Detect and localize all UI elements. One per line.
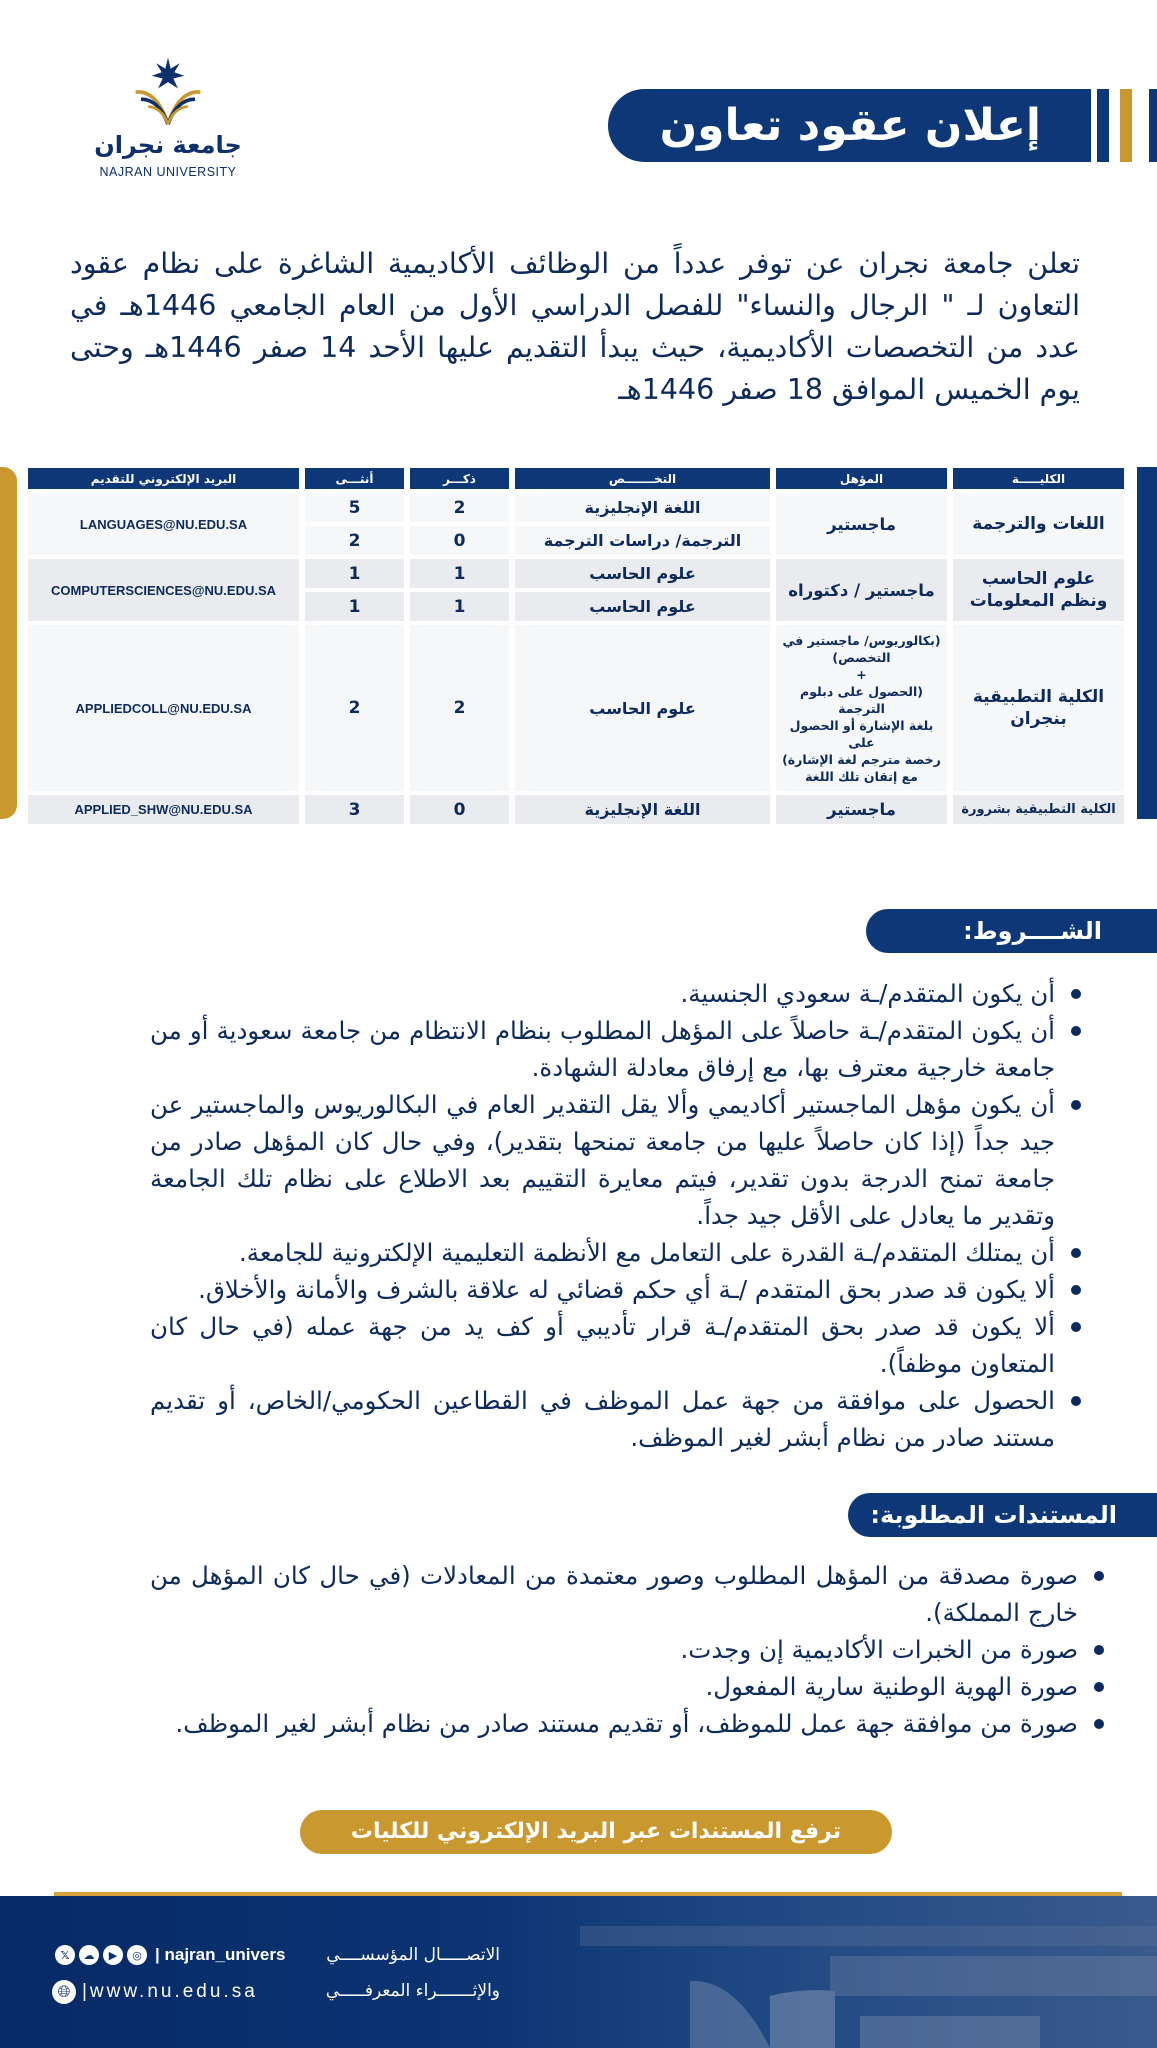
cell-specialization: علوم الحاسب (515, 625, 770, 791)
qualification-line: مع إتقان تلك اللغة (805, 768, 918, 784)
document-item: صورة الهوية الوطنية سارية المفعول. (150, 1668, 1108, 1705)
cell-qualification: ماجستير / دكتوراه (776, 559, 947, 621)
table-row (28, 559, 1124, 588)
header-specialization: التخـــــــص (515, 468, 770, 489)
cell-qualification: ماجستير (776, 493, 947, 555)
title-stripe-navy-edge (1149, 89, 1157, 162)
cell-email-link[interactable]: LANGUAGES@NU.EDU.SA (28, 493, 299, 555)
header-male: ذكـــر (410, 468, 509, 489)
qualification-line: (الحصول على دبلوم الترجمة (800, 683, 923, 716)
header-qualification: المؤهل (776, 468, 947, 489)
document-item: صورة من موافقة جهة عمل للموظف، أو تقديم مستند صادر من نظام أبشر لغير الموظف. (150, 1705, 1108, 1742)
documents-list (150, 1557, 1108, 1742)
cell-email-link[interactable]: COMPUTERSCIENCES@NU.EDU.SA (28, 559, 299, 621)
social-handle[interactable]: | najran_univers (155, 1945, 286, 1964)
title-stripe-navy (1097, 89, 1109, 162)
cell-male: 1 (410, 592, 509, 621)
cell-male: 0 (410, 795, 509, 824)
document-item: صورة من الخبرات الأكاديمية إن وجدت. (150, 1631, 1108, 1668)
slogan-line-1: الاتصـــــال المؤسســــي (326, 1945, 500, 1965)
header-email: البريد الإلكتروني للتقديم (28, 468, 299, 489)
qualification-line: رخصة مترجم لغة الإشارة) (782, 751, 941, 767)
conditions-list (150, 975, 1085, 1456)
condition-item: أن يكون مؤهل الماجستير أكاديمي وألا يقل التقدير العام في البكالوريوس والماجستير عن جيد جداً (إذا كان حاصلاً عليها من جامعة تمنحها بتقدير)، وفي حال كان المؤهل صادر من جامعة تمنح الدرجة بدون تقدير، فيتم معايرة التقييم بعد الاطلاع على نظام تلك الجامعة وتقدير ما يعادل على الأقل جيد جداً. (150, 1086, 1085, 1234)
cell-college: علوم الحاسب ونظم المعلومات (953, 559, 1124, 621)
table-header-row (28, 468, 1124, 489)
slogan-line-2: والإثـــــــراء المعرفـــــي (325, 1981, 500, 2001)
instagram-icon[interactable]: ◎ (127, 1945, 147, 1965)
condition-item: ألا يكون قد صدر بحق المتقدم /ـة أي حكم قضائي له علاقة بالشرف والأمانة والأخلاق. (150, 1271, 1085, 1308)
document-item: صورة مصدقة من المؤهل المطلوب وصور معتمدة من المعادلات (في حال كان المؤهل من خارج المملكة). (150, 1557, 1108, 1631)
header-college: الكليـــــة (953, 468, 1124, 489)
title-stripe-gold (1120, 89, 1132, 162)
logo-emblem-icon (126, 56, 210, 128)
documents-heading: المستندات المطلوبة: (848, 1493, 1157, 1537)
cell-female: 1 (305, 559, 404, 588)
youtube-icon[interactable]: ▶ (103, 1945, 123, 1965)
condition-item: الحصول على موافقة من جهة عمل الموظف في القطاعين الحكومي/الخاص، أو تقديم مستند صادر من نظام أبشر لغير الموظف. (150, 1382, 1085, 1456)
cell-specialization: اللغة الإنجليزية (515, 493, 770, 522)
cell-email-link[interactable]: APPLIEDCOLL@NU.EDU.SA (28, 625, 299, 791)
website-link[interactable] (52, 1979, 290, 2005)
table-navy-accent (1137, 467, 1157, 819)
cell-specialization: علوم الحاسب (515, 559, 770, 588)
cell-female: 2 (305, 625, 404, 791)
title-banner (608, 89, 1091, 162)
cell-male: 1 (410, 559, 509, 588)
upload-documents-banner: ترفع المستندات عبر البريد الإلكتروني للكليات (300, 1810, 892, 1854)
conditions-heading: الشــــروط: (866, 909, 1157, 953)
cell-male: 2 (410, 493, 509, 522)
condition-item: أن يكون المتقدم/ـة حاصلاً على المؤهل المطلوب بنظام الانتظام من جامعة سعودية أو من جامعة خارجية معترف بها، مع إرفاق معادلة الشهادة. (150, 1012, 1085, 1086)
cell-college: الكلية التطبيقية بشرورة (953, 795, 1124, 824)
cell-female: 3 (305, 795, 404, 824)
qualification-line: بلغة الإشارة أو الحصول على (789, 717, 934, 750)
qualification-line: التخصص) (832, 649, 891, 665)
cell-specialization: اللغة الإنجليزية (515, 795, 770, 824)
condition-item: أن يكون المتقدم/ـة سعودي الجنسية. (150, 975, 1085, 1012)
university-logo (88, 56, 248, 184)
table-row (28, 625, 1124, 791)
page-title: إعلان عقود تعاون (659, 100, 1041, 151)
cell-female: 5 (305, 493, 404, 522)
table-gold-accent (0, 467, 17, 819)
logo-name-english: NAJRAN UNIVERSITY (99, 165, 237, 179)
cell-male: 2 (410, 625, 509, 791)
cell-qualification (776, 625, 947, 791)
table-row (28, 493, 1124, 522)
cell-email-link[interactable]: APPLIED_SHW@NU.EDU.SA (28, 795, 299, 824)
intro-paragraph: تعلن جامعة نجران عن توفر عدداً من الوظائف الأكاديمية الشاغرة على نظام عقود التعاون لـ " الرجال والنساء" للفصل الدراسي الأول من العام الجامعي 1446هـ في عدد من التخصصات الأكاديمية، حيث يبدأ التقديم عليها الأحد 14 صفر 1446هـ وحتى يوم الخميس الموافق 18 صفر 1446هـ (70, 247, 1080, 406)
qualification-line: + (856, 666, 867, 682)
cell-female: 2 (305, 526, 404, 555)
cell-college: اللغات والترجمة (953, 493, 1124, 555)
social-links (55, 1943, 290, 1967)
header-female: أنثـــى (305, 468, 404, 489)
campus-photo-backdrop (0, 1896, 1157, 2048)
condition-item: ألا يكون قد صدر بحق المتقدم/ـة قرار تأديبي أو كف يد من جهة عمله (في حال كان المتعاون موظفاً). (150, 1308, 1085, 1382)
cell-qualification: ماجستير (776, 795, 947, 824)
globe-icon: 🌐︎ (52, 1980, 76, 2004)
x-icon[interactable]: 𝕏 (55, 1945, 75, 1965)
cell-female: 1 (305, 592, 404, 621)
cell-specialization: الترجمة/ دراسات الترجمة (515, 526, 770, 555)
logo-name-arabic: جامعة نجران (94, 131, 242, 159)
cell-specialization: علوم الحاسب (515, 592, 770, 621)
cell-male: 0 (410, 526, 509, 555)
table-row (28, 795, 1124, 824)
footer (0, 1896, 1157, 2048)
condition-item: أن يمتلك المتقدم/ـة القدرة على التعامل مع الأنظمة التعليمية الإلكترونية للجامعة. (150, 1234, 1085, 1271)
soundcloud-icon[interactable]: ☁ (79, 1945, 99, 1965)
cell-college: الكلية التطبيقية بنجران (953, 625, 1124, 791)
jobs-table (22, 464, 1130, 828)
qualification-line: (بكالوريوس/ ماجستير في (782, 632, 941, 648)
website-url[interactable]: |www.nu.edu.sa (82, 1981, 258, 2002)
